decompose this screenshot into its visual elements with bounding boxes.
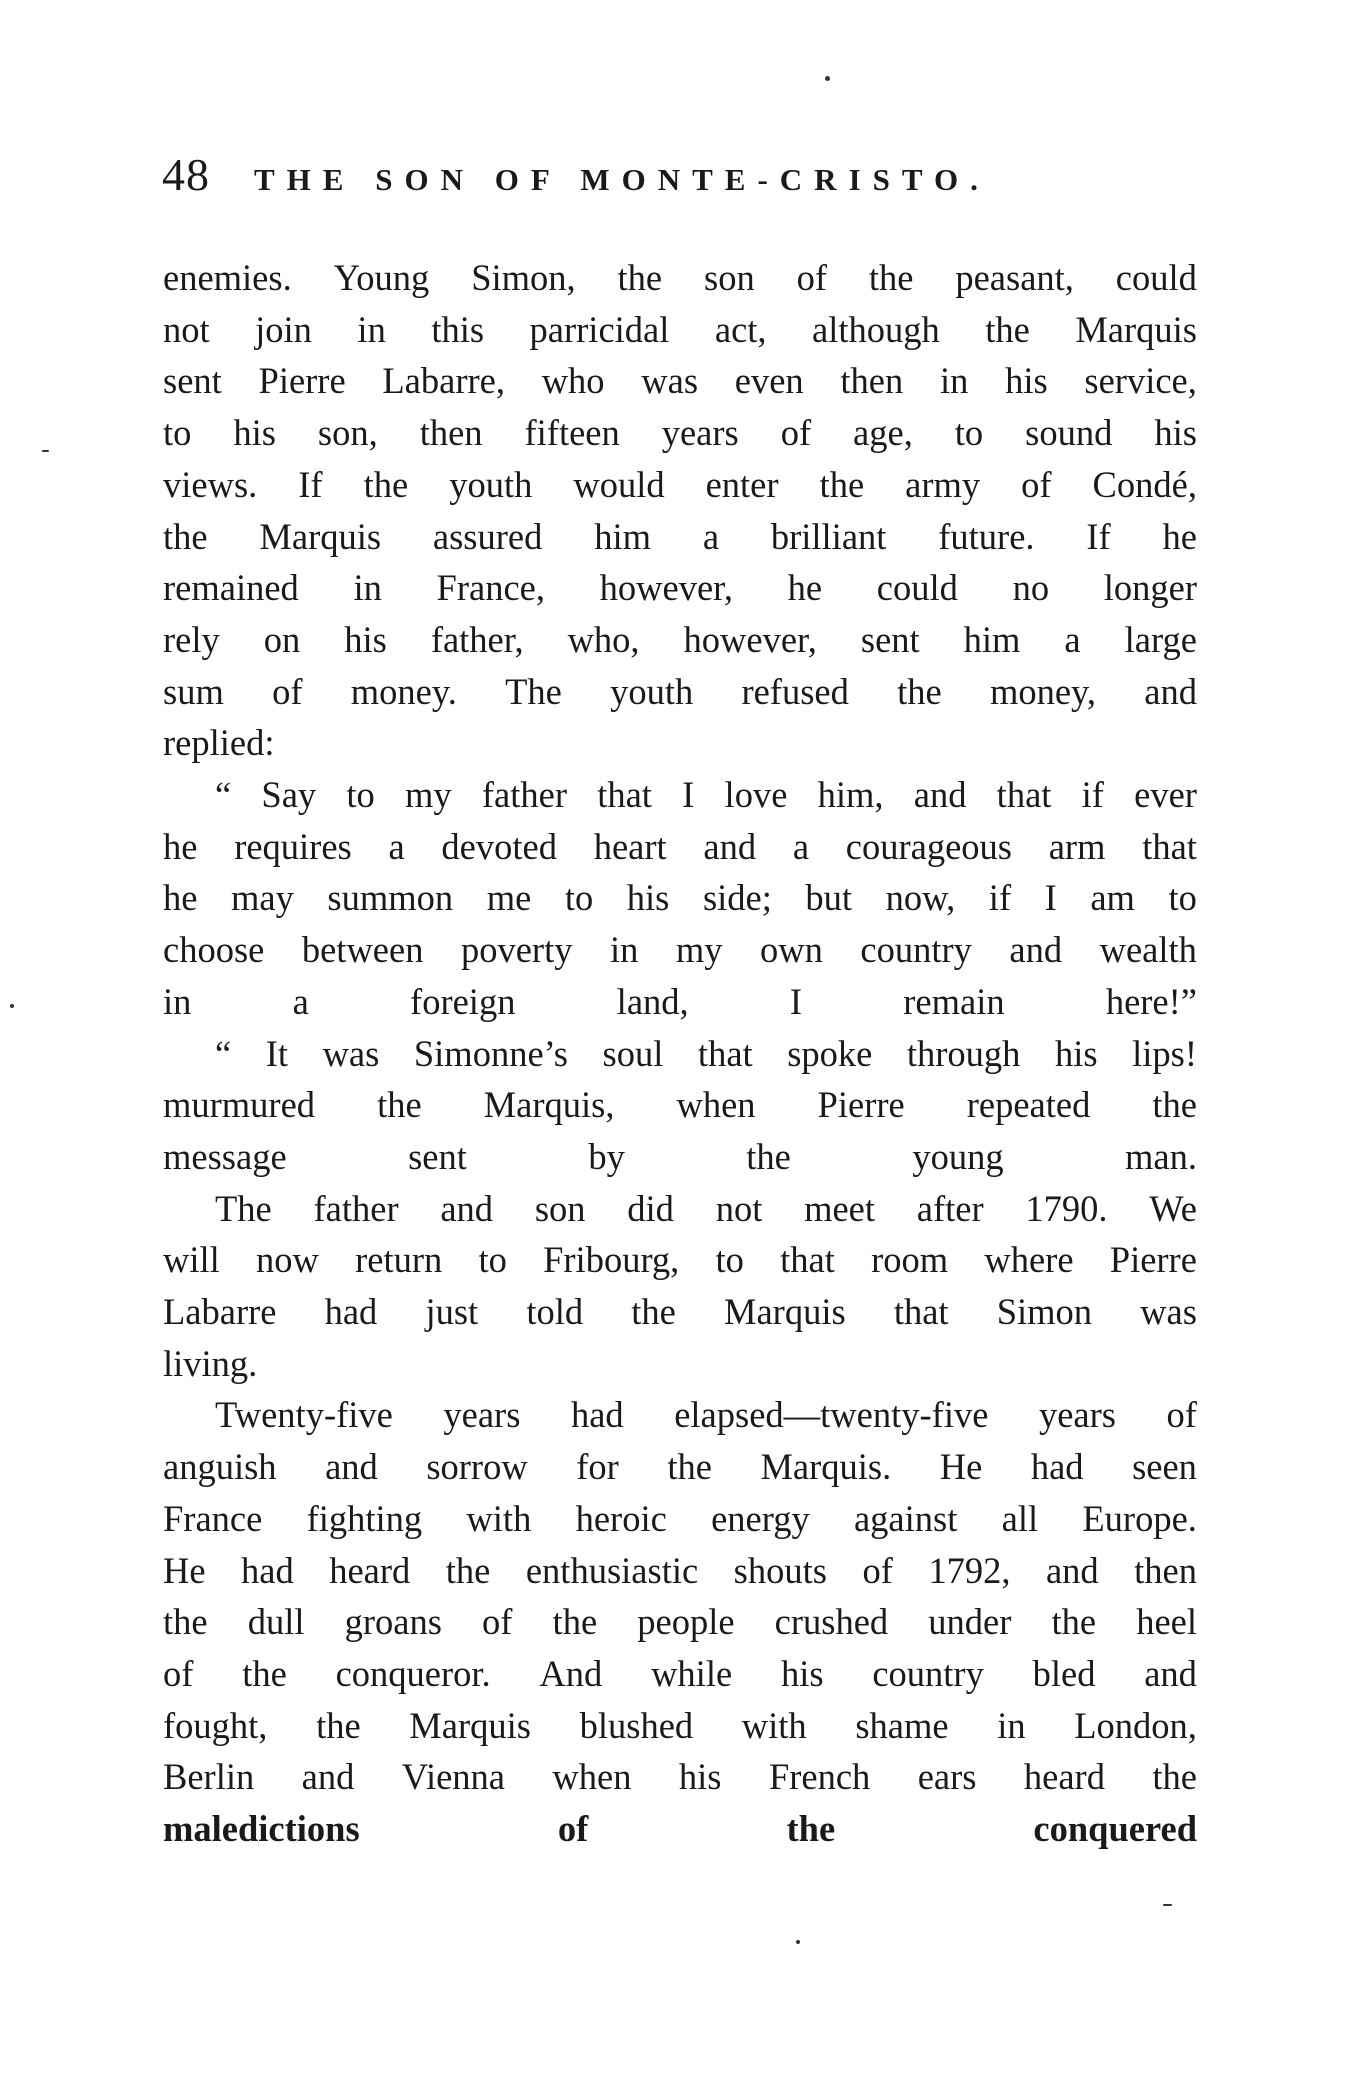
text-line: he may summon me to his side; but now, if I am to (163, 877, 1197, 919)
text-line: France fighting with heroic energy against all Europe. (163, 1497, 1197, 1539)
text-line: rely on his father, who, however, sent him a large (163, 618, 1197, 660)
scan-speck (42, 450, 49, 452)
scan-speck (796, 1940, 800, 1944)
text-line: not join in this parricidal act, although the Marquis (163, 308, 1197, 350)
text-line: in a foreign land, I remain here!” (163, 980, 1197, 1022)
text-line: maledictions of the conquered (163, 1808, 1197, 1850)
text-line: Labarre had just told the Marquis that Simon was (163, 1291, 1197, 1333)
text-line: sent Pierre Labarre, who was even then in his service, (163, 360, 1197, 402)
text-line: views. If the youth would enter the army of Condé, (163, 463, 1197, 505)
body-text (163, 252, 1197, 1855)
running-title: THE SON OF MONTE-CRISTO. (254, 162, 990, 197)
scan-speck (825, 76, 830, 81)
paragraph (163, 1183, 1197, 1390)
text-line: Twenty-five years had elapsed—twenty-five years of (215, 1394, 1197, 1436)
text-line: choose between poverty in my own country and wealth (163, 929, 1197, 971)
text-line: He had heard the enthusiastic shouts of 1792, and then (163, 1549, 1197, 1591)
text-line: remained in France, however, he could no longer (163, 567, 1197, 609)
text-line: of the conqueror. And while his country bled and (163, 1652, 1197, 1694)
paragraph (163, 1389, 1197, 1854)
paragraph (163, 1028, 1197, 1183)
text-line: murmured the Marquis, when Pierre repeated the (163, 1084, 1197, 1126)
text-line: “ Say to my father that I love him, and that if ever (215, 774, 1197, 816)
scan-speck (1163, 1904, 1172, 1906)
text-line: the Marquis assured him a brilliant future. If he (163, 515, 1197, 557)
text-line: fought, the Marquis blushed with shame in London, (163, 1704, 1197, 1746)
text-line: “ It was Simonne’s soul that spoke through his lips! (215, 1032, 1197, 1074)
scan-speck (10, 1004, 14, 1008)
page-number: 48 (162, 149, 210, 200)
text-line: replied: (163, 722, 275, 764)
text-line: The father and son did not meet after 1790. We (215, 1187, 1197, 1229)
text-line: to his son, then fifteen years of age, to sound his (163, 412, 1197, 454)
paragraph (163, 769, 1197, 1028)
text-line: Berlin and Vienna when his French ears heard the (163, 1756, 1197, 1798)
text-line: enemies. Young Simon, the son of the peasant, could (163, 257, 1197, 298)
text-line: he requires a devoted heart and a courageous arm that (163, 825, 1197, 867)
text-line: sum of money. The youth refused the money, and (163, 670, 1197, 712)
page-header (162, 148, 1202, 208)
text-line: the dull groans of the people crushed under the heel (163, 1601, 1197, 1643)
text-line: message sent by the young man. (163, 1135, 1197, 1177)
text-line: will now return to Fribourg, to that room where Pierre (163, 1239, 1197, 1281)
text-line: living. (163, 1342, 258, 1384)
text-line: anguish and sorrow for the Marquis. He had seen (163, 1446, 1197, 1488)
paragraph (163, 252, 1197, 769)
